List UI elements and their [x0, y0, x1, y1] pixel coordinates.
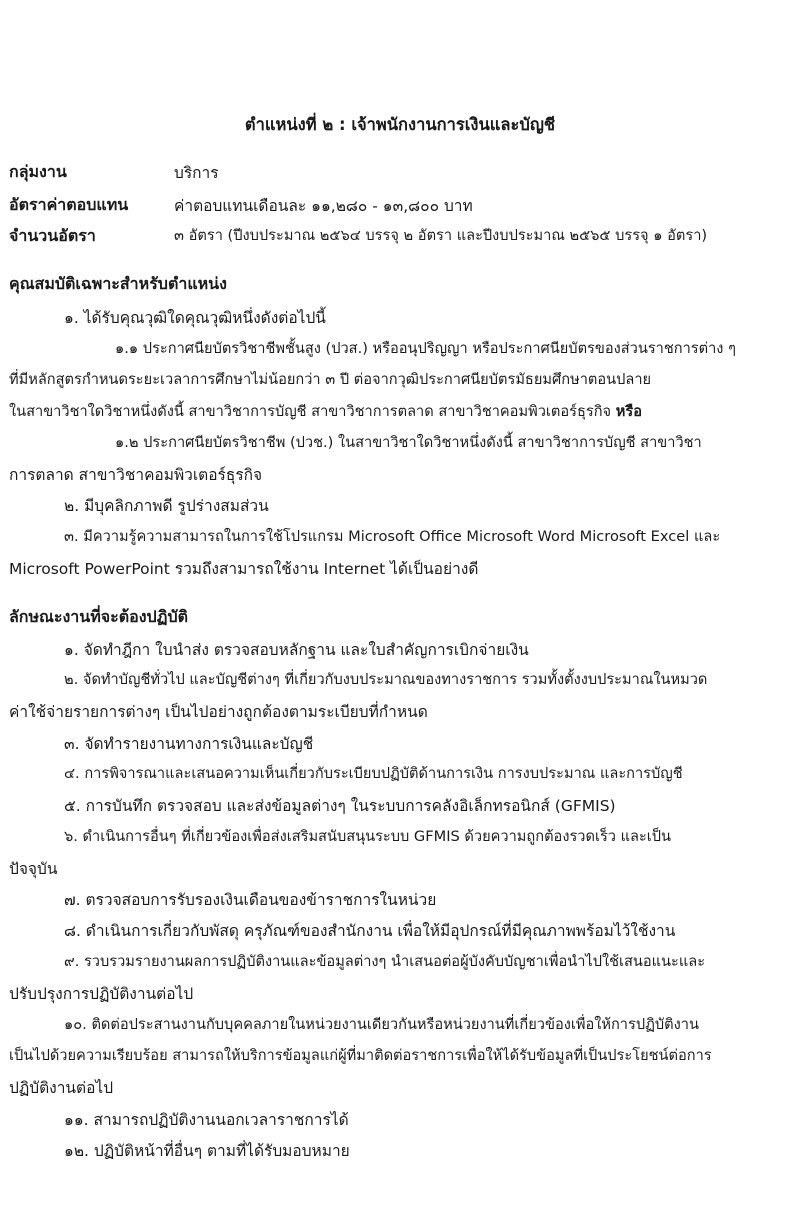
duty-line: ๒. จัดทำบัญชีทั่วไป และบัญชีต่างๆ ที่เกี่ยวกับงบประมาณของทางราชการ รวมทั้งตั้งงบประมาณในหมวด — [64, 671, 708, 688]
qualification-or: หรือ — [615, 403, 642, 420]
qualification-line — [9, 400, 642, 423]
duty-line: ๗. ตรวจสอบการรับรองเงินเดือนของข้าราชการในหน่วย — [64, 891, 437, 909]
duty-line: ปฏิบัติงานต่อไป — [9, 1079, 114, 1097]
info-row-work-group — [9, 160, 799, 186]
duty-line: ปัจจุบัน — [9, 860, 58, 878]
duties-heading: ลักษณะงานที่จะต้องปฏิบัติ — [9, 607, 188, 626]
qualification-line: ที่มีหลักสูตรกำหนดระยะเวลาการศึกษาไม่น้อยกว่า ๓ ปี ต่อจากวุฒิประกาศนียบัตรมัธยมศึกษาตอนปลาย — [9, 371, 652, 388]
info-row-compensation — [9, 193, 799, 219]
qualification-line-text: ในสาขาวิชาใดวิชาหนึ่งดังนี้ สาขาวิชาการบัญชี สาขาวิชาการตลาด สาขาวิชาคอมพิวเตอร์ธุรกิจ — [9, 403, 612, 420]
qualification-line: ๑.๑ ประกาศนียบัตรวิชาชีพชั้นสูง (ปวส.) หรืออนุปริญญา หรือประกาศนียบัตรของส่วนราชการต่าง ๆ — [115, 340, 736, 357]
duty-line: ๙. รวบรวมรายงานผลการปฏิบัติงานและข้อมูลต่างๆ นำเสนอต่อผู้บังคับบัญชาเพื่อนำไปใช้เสนอแนะและ — [64, 953, 706, 970]
duty-line: ๑๒. ปฏิบัติหน้าที่อื่นๆ ตามที่ได้รับมอบหมาย — [64, 1142, 350, 1160]
duty-line: ๘. ดำเนินการเกี่ยวกับพัสดุ ครุภัณฑ์ของสำนักงาน เพื่อให้มีอุปกรณ์ที่มีคุณภาพพร้อมไว้ใช้งาน — [64, 922, 676, 940]
info-label: จำนวนอัตรา — [9, 226, 96, 245]
duty-line: ๕. การบันทึก ตรวจสอบ และส่งข้อมูลต่างๆ ในระบบการคลังอิเล็กทรอนิกส์ (GFMIS) — [64, 797, 616, 815]
info-label: กลุ่มงาน — [9, 162, 67, 181]
duty-line: ๑. จัดทำฎีกา ใบนำส่ง ตรวจสอบหลักฐาน และใบสำคัญการเบิกจ่ายเงิน — [64, 641, 529, 659]
info-row-positions — [9, 224, 799, 250]
info-value: ค่าตอบแทนเดือนละ ๑๑,๒๘๐ - ๑๓,๘๐๐ บาท — [174, 197, 473, 215]
duty-line: ๑๑. สามารถปฏิบัติงานนอกเวลาราชการได้ — [64, 1111, 349, 1129]
duty-line: ๓. จัดทำรายงานทางการเงินและบัญชี — [64, 735, 314, 753]
info-value: บริการ — [174, 164, 219, 182]
qualifications-heading: คุณสมบัติเฉพาะสำหรับตำแหน่ง — [9, 274, 227, 293]
info-value: ๓ อัตรา (ปีงบประมาณ ๒๕๖๔ บรรจุ ๒ อัตรา และปีงบประมาณ ๒๕๖๕ บรรจุ ๑ อัตรา) — [174, 227, 708, 244]
qualification-line: ๒. มีบุคลิกภาพดี รูปร่างสมส่วน — [64, 497, 269, 515]
qualification-line: ๑. ได้รับคุณวุฒิใดคุณวุฒิหนึ่งดังต่อไปนี้ — [64, 309, 326, 327]
duty-line: ๖. ดำเนินการอื่นๆ ที่เกี่ยวข้องเพื่อส่งเสริมสนับสนุนระบบ GFMIS ด้วยความถูกต้องรวดเร็ว และเป็น — [64, 828, 672, 845]
qualification-line: Microsoft PowerPoint รวมถึงสามารถใช้งาน Internet ได้เป็นอย่างดี — [9, 560, 479, 578]
duty-line: เป็นไปด้วยความเรียบร้อย สามารถให้บริการข้อมูลแก่ผู้ที่มาติดต่อราชการเพื่อให้ได้รับข้อมูลที่เป็นประโยชน์ต่อการ — [9, 1047, 712, 1064]
qualification-line: ๑.๒ ประกาศนียบัตรวิชาชีพ (ปวช.) ในสาขาวิชาใดวิชาหนึ่งดังนี้ สาขาวิชาการบัญชี สาขาวิชา — [115, 434, 702, 451]
qualification-line: การตลาด สาขาวิชาคอมพิวเตอร์ธุรกิจ — [9, 466, 263, 484]
duty-line: ๔. การพิจารณาและเสนอความเห็นเกี่ยวกับระเบียบปฏิบัติด้านการเงิน การงบประมาณ และการบัญชี — [64, 765, 683, 782]
duty-line: ๑๐. ติดต่อประสานงานกับบุคคลภายในหน่วยงานเดียวกันหรือหน่วยงานที่เกี่ยวข้องเพื่อให้การปฏิบัติงาน — [64, 1016, 699, 1033]
duty-line: ค่าใช้จ่ายรายการต่างๆ เป็นไปอย่างถูกต้องตามระเบียบที่กำหนด — [9, 703, 428, 721]
document-title: ตำแหน่งที่ ๒ : เจ้าพนักงานการเงินและบัญชี — [244, 115, 556, 134]
qualification-line: ๓. มีความรู้ความสามารถในการใช้โปรแกรม Microsoft Office Microsoft Word Microsoft Excel และ — [64, 528, 721, 545]
info-label: อัตราค่าตอบแทน — [9, 195, 129, 214]
duty-line: ปรับปรุงการปฏิบัติงานต่อไป — [9, 985, 194, 1003]
